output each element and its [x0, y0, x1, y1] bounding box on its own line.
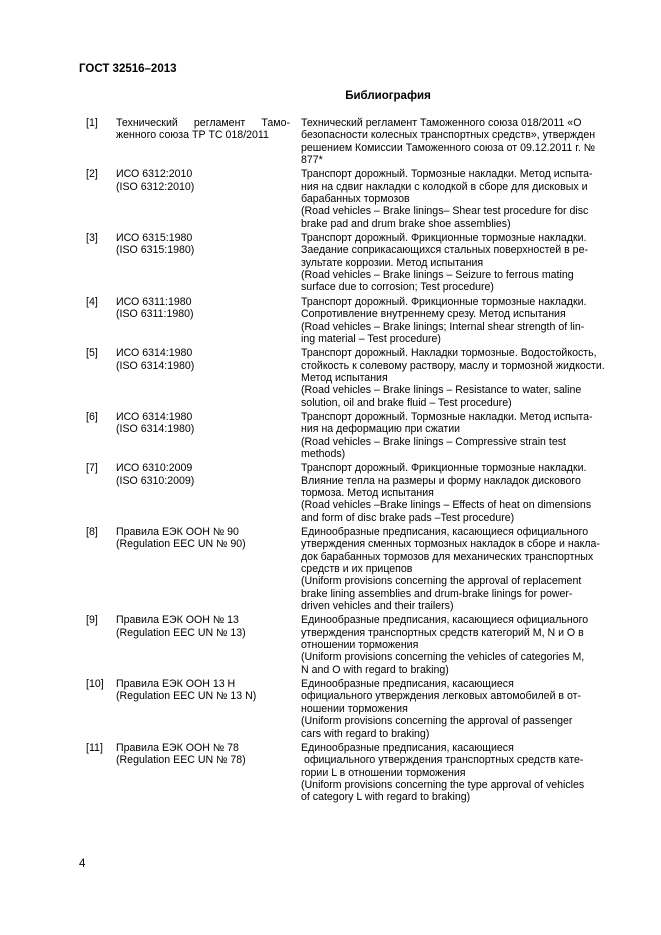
description-line: (Road vehicles – Brake linings – Compressive strain test — [301, 435, 566, 448]
description-line: Единообразные предписания, касающиеся официального — [301, 526, 589, 538]
description-line: Транспорт дорожный. Накладки тормозные. Водостойкость, — [301, 347, 597, 360]
entry-number: [3] — [86, 232, 98, 245]
reference-line: (ISO 6314:1980) — [116, 359, 195, 372]
bibliography-entry — [86, 742, 606, 804]
description-line: ношении торможения — [301, 702, 408, 715]
section-title-bibliography: Библиография — [345, 90, 431, 102]
document-code: ГОСТ 32516–2013 — [79, 63, 177, 75]
description-line: безопасности колесных транспортных средств», утвержден — [301, 129, 596, 142]
description-line: cars with regard to braking) — [301, 727, 430, 740]
entry-reference — [116, 347, 290, 372]
description-line: ing material – Test procedure) — [301, 332, 441, 345]
reference-line: ИСО 6315:1980 — [116, 232, 193, 245]
reference-line: (Regulation EEC UN № 90) — [116, 538, 246, 551]
description-line: барабанных тормозов — [301, 193, 410, 206]
reference-line: (Regulation EEC UN № 13 N) — [116, 690, 257, 703]
entry-reference — [116, 462, 290, 487]
bibliography-entry — [86, 678, 606, 740]
description-line: of category L with regard to braking) — [301, 791, 471, 804]
entry-description — [301, 117, 606, 166]
description-line: brake pad and drum brake shoe assemblies) — [301, 217, 511, 230]
bibliography-entry — [86, 526, 606, 612]
description-line: решением Комиссии Таможенного союза от 09.12.2011 г. № — [301, 141, 596, 154]
description-line: (Uniform provisions concerning the type approval of vehicles — [301, 778, 585, 791]
description-line: Заедание соприкасающихся стальных поверхностей в ре- — [301, 244, 588, 257]
description-line: официального утверждения легковых автомобилей в от- — [301, 690, 582, 703]
description-line: док барабанных тормозов для механических транспортных — [301, 550, 594, 563]
bibliography-entry — [86, 462, 606, 524]
description-line: (Uniform provisions concerning the approval of passenger — [301, 715, 573, 728]
description-line: Транспорт дорожный. Фрикционные тормозные накладки. — [301, 295, 587, 308]
entry-number: [5] — [86, 347, 98, 360]
description-line: ния на сдвиг накладки с колодкой в сборе для дисковых и — [301, 180, 588, 193]
bibliography-entry — [86, 232, 606, 294]
entry-description — [301, 296, 606, 345]
description-line: Единообразные предписания, касающиеся официального — [301, 614, 589, 627]
reference-word: Тамо- — [261, 117, 290, 129]
description-line: Транспорт дорожный. Тормозные накладки. Метод испыта- — [301, 410, 593, 423]
entry-reference — [116, 168, 290, 193]
reference-line: Правила ЕЭК ООН № 90 — [116, 526, 239, 538]
description-line: (Uniform provisions concerning the approval of replacement — [301, 575, 582, 588]
entry-reference — [116, 614, 290, 639]
description-line: Транспорт дорожный. Тормозные накладки. Метод испыта- — [301, 168, 593, 181]
description-line: brake lining assemblies and drum-brake linings for power- — [301, 587, 573, 600]
entry-reference — [116, 232, 290, 257]
reference-line: Правила ЕЭК ООН № 13 — [116, 614, 239, 627]
reference-line: (Regulation EEC UN № 13) — [116, 626, 246, 639]
bibliography-entry — [86, 296, 606, 345]
description-line: Единообразные предписания, касающиеся — [301, 741, 514, 754]
description-line: (Road vehicles –Brake linings – Effects of heat on dimensions — [301, 499, 592, 512]
description-line: ния на деформацию при сжатии — [301, 423, 461, 436]
description-line: Влияние тепла на размеры и форму накладок дискового — [301, 474, 581, 487]
reference-line: ИСО 6314:1980 — [116, 347, 193, 360]
description-line: гории L в отношении торможения — [301, 766, 466, 779]
reference-line: Правила ЕЭК ООН № 78 — [116, 741, 239, 754]
reference-line: (ISO 6310:2009) — [116, 474, 195, 487]
reference-line: ИСО 6311:1980 — [116, 295, 192, 308]
description-line: driven vehicles and their trailers) — [301, 600, 454, 613]
description-line: средств и их прицепов — [301, 563, 413, 576]
entry-description — [301, 347, 606, 409]
reference-line: (ISO 6314:1980) — [116, 423, 195, 436]
entry-number: [8] — [86, 526, 98, 538]
description-line: отношении торможения — [301, 639, 419, 652]
page-number: 4 — [79, 858, 86, 870]
reference-line: Правила ЕЭК ООН 13 H — [116, 678, 236, 691]
entry-reference — [116, 117, 290, 142]
bibliography-entry — [86, 347, 606, 409]
reference-line: ИСО 6312:2010 — [116, 168, 193, 181]
entry-description — [301, 526, 606, 612]
entry-reference — [116, 742, 290, 767]
reference-line: (ISO 6311:1980) — [116, 308, 194, 321]
entry-description — [301, 168, 606, 230]
description-line: methods) — [301, 447, 346, 460]
reference-line: (ISO 6315:1980) — [116, 244, 195, 257]
description-line: (Uniform provisions concerning the vehicles of categories M, — [301, 651, 585, 664]
reference-line: (Regulation EEC UN № 78) — [116, 754, 246, 767]
description-line: N and O with regard to braking) — [301, 663, 449, 676]
description-line: Единообразные предписания, касающиеся — [301, 678, 514, 691]
bibliography-entry — [86, 411, 606, 460]
description-line: 877* — [301, 154, 323, 167]
description-line: surface due to corrosion; Test procedure) — [301, 281, 494, 294]
bibliography-entry — [86, 614, 606, 676]
entry-number: [9] — [86, 614, 98, 627]
reference-line: женного союза ТР ТС 018/2011 — [116, 129, 269, 142]
entry-reference — [116, 678, 290, 703]
entry-description — [301, 232, 606, 294]
bibliography-entry — [86, 168, 606, 230]
description-line: (Road vehicles – Brake linings; Internal shear strength of lin- — [301, 320, 585, 333]
description-line: стойкость к солевому раствору, маслу и тормозной жидкости. — [301, 359, 605, 372]
entry-number: [6] — [86, 410, 98, 423]
entry-description — [301, 678, 606, 740]
description-line: утверждения транспортных средств категорий M, N и O в — [301, 626, 584, 639]
entry-description — [301, 742, 606, 804]
description-line: and form of disc brake pads –Test procedure) — [301, 511, 515, 524]
description-line: утверждения сменных тормозных накладок в сборе и накла- — [301, 538, 600, 551]
reference-word: регламент — [193, 117, 246, 129]
description-line: Сопротивление внутреннему срезу. Метод испытания — [301, 308, 566, 321]
reference-word: Технический — [116, 117, 178, 129]
reference-line — [116, 117, 290, 129]
description-line: зультате коррозии. Метод испытания — [301, 256, 484, 269]
entry-reference — [116, 411, 290, 436]
bibliography-entry — [86, 117, 606, 166]
reference-line: ИСО 6310:2009 — [116, 462, 193, 475]
description-line: (Road vehicles – Brake linings – Resistance to water, saline — [301, 384, 582, 397]
entry-description — [301, 614, 606, 676]
entry-description — [301, 411, 606, 460]
description-line: Транспорт дорожный. Фрикционные тормозные накладки. — [301, 232, 587, 245]
entry-reference — [116, 296, 290, 321]
description-line: Транспорт дорожный. Фрикционные тормозные накладки. — [301, 462, 587, 475]
entry-number: [2] — [86, 168, 98, 181]
entry-number: [11] — [86, 741, 103, 754]
entry-number: [10] — [86, 678, 104, 691]
description-line: тормоза. Метод испытания — [301, 486, 434, 499]
description-line: solution, oil and brake fluid – Test procedure) — [301, 396, 512, 409]
description-line: (Road vehicles – Brake linings– Shear test procedure for disc — [301, 205, 589, 218]
description-line: официального утверждения транспортных средств кате- — [301, 754, 584, 767]
entry-reference — [116, 526, 290, 551]
reference-line: (ISO 6312:2010) — [116, 180, 195, 193]
entry-number: [1] — [86, 117, 98, 129]
description-line: Технический регламент Таможенного союза 018/2011 «О — [301, 117, 582, 129]
description-line: (Road vehicles – Brake linings – Seizure to ferrous mating — [301, 269, 574, 282]
bibliography-list — [86, 117, 606, 806]
entry-number: [4] — [86, 295, 98, 308]
description-line: Метод испытания — [301, 371, 388, 384]
entry-number: [7] — [86, 462, 98, 475]
entry-description — [301, 462, 606, 524]
reference-line: ИСО 6314:1980 — [116, 410, 193, 423]
